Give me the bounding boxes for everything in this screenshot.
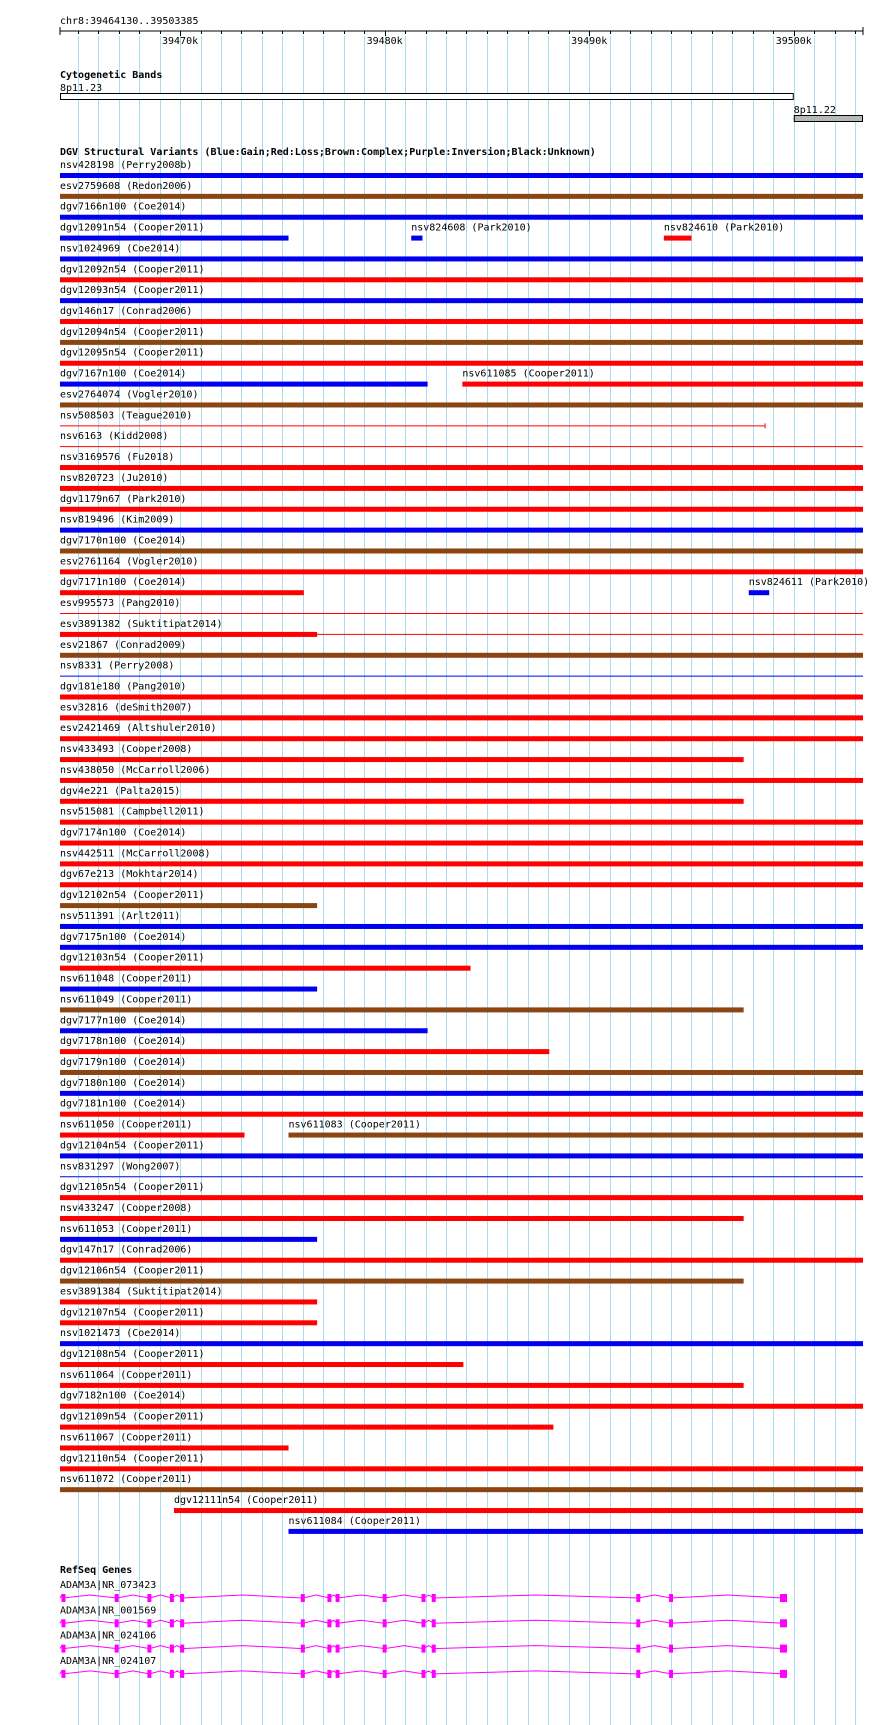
- variant-label: dgv12102n54 (Cooper2011): [60, 890, 205, 902]
- variant-bar-loss: [60, 319, 863, 324]
- variant-label: nsv1024969 (Coe2014): [60, 243, 181, 255]
- exon: [422, 1619, 426, 1627]
- variant-bar-complex: [60, 548, 863, 553]
- variant-label: nsv820723 (Ju2010): [60, 472, 169, 484]
- variant-label: dgv7178n100 (Coe2014): [60, 1036, 187, 1048]
- variant-bar-gain: [60, 1341, 863, 1346]
- variant-row: [60, 1453, 863, 1471]
- band-label: 8p11.22: [793, 105, 836, 116]
- exon: [669, 1645, 673, 1653]
- variant-row: [60, 306, 863, 324]
- variant-row: [60, 1245, 863, 1263]
- variant-bar-gain: [60, 528, 863, 533]
- variant-label: dgv12103n54 (Cooper2011): [60, 952, 205, 964]
- variant-label: nsv611050 (Cooper2011): [60, 1119, 193, 1131]
- exon: [115, 1645, 119, 1653]
- variant-label: dgv147n17 (Conrad2006): [60, 1244, 193, 1256]
- variant-row: [60, 974, 317, 992]
- exon: [327, 1594, 331, 1602]
- exon: [115, 1594, 119, 1602]
- dgv-track: [60, 146, 869, 1534]
- exon: [61, 1619, 65, 1627]
- variant-label: dgv12092n54 (Cooper2011): [60, 264, 205, 276]
- exon: [327, 1619, 331, 1627]
- bands-title: Cytogenetic Bands: [60, 70, 163, 81]
- variant-label: esv2761164 (Vogler2010): [60, 556, 199, 568]
- exon: [669, 1670, 673, 1678]
- variant-row: [60, 1266, 744, 1284]
- variant-bar-loss: [60, 632, 317, 637]
- variant-row: [60, 202, 863, 220]
- exon: [383, 1645, 387, 1653]
- variant-bar-loss: [60, 966, 471, 971]
- variant-bar-gain: [60, 1153, 863, 1158]
- variant-row: [60, 702, 863, 720]
- variant-row: [60, 1078, 863, 1096]
- variant-label: nsv611048 (Cooper2011): [60, 973, 193, 985]
- variant-label: dgv12095n54 (Cooper2011): [60, 347, 205, 359]
- variant-bar-loss: [60, 736, 863, 741]
- exon: [301, 1645, 305, 1653]
- variant-bar-complex: [60, 1487, 863, 1492]
- variant-label: nsv824610 (Park2010): [663, 222, 785, 234]
- variant-label: esv995573 (Pang2010): [60, 598, 181, 610]
- variant-label: nsv611083 (Cooper2011): [288, 1119, 421, 1131]
- exon: [383, 1594, 387, 1602]
- exon: [432, 1645, 436, 1653]
- variant-bar-loss: [60, 841, 863, 846]
- exon: [336, 1670, 340, 1678]
- variant-label: dgv7177n100 (Coe2014): [60, 1015, 187, 1027]
- variant-bar-loss: [60, 1133, 245, 1138]
- variant-bar-loss: [60, 1362, 463, 1367]
- ruler-tick-label: 39480k: [366, 36, 403, 47]
- variant-row: [60, 869, 863, 887]
- band-8p11.23: [61, 94, 794, 100]
- variant-bar-loss: [60, 1320, 317, 1325]
- exon: [147, 1645, 151, 1653]
- exon: [170, 1670, 174, 1678]
- exon: [61, 1670, 65, 1678]
- exon: [422, 1645, 426, 1653]
- variant-row: [60, 1391, 863, 1409]
- variant-label: dgv7174n100 (Coe2014): [60, 827, 187, 839]
- transcript-label: ADAM3A|NR_001569: [60, 1605, 157, 1617]
- variant-row: [60, 1036, 549, 1054]
- exon: [432, 1594, 436, 1602]
- variant-bar-loss: [60, 778, 863, 783]
- variant-label: dgv146n17 (Conrad2006): [60, 306, 193, 318]
- variant-label: nsv442511 (McCarroll2008): [60, 848, 211, 860]
- variant-row: [60, 953, 471, 971]
- variant-label: nsv611067 (Cooper2011): [60, 1432, 193, 1444]
- exon: [636, 1670, 640, 1678]
- variant-label: esv2421469 (Altshuler2010): [60, 723, 217, 735]
- variant-bar-gain: [288, 1529, 863, 1534]
- variant-label: nsv819496 (Kim2009): [60, 514, 175, 526]
- variant-row: [174, 1495, 863, 1513]
- variant-row: [60, 1412, 553, 1430]
- variant-row: [60, 807, 863, 825]
- variant-bar-gain: [60, 173, 863, 178]
- exon: [327, 1670, 331, 1678]
- variant-row: [60, 932, 863, 950]
- variant-row: [60, 1015, 428, 1033]
- variant-label: dgv181e180 (Pang2010): [60, 681, 187, 693]
- variant-bar-loss: [60, 486, 863, 491]
- variant-label: nsv433247 (Cooper2008): [60, 1203, 193, 1214]
- variant-bar-gain: [60, 256, 863, 261]
- variant-label: dgv12105n54 (Cooper2011): [60, 1182, 205, 1194]
- variant-bar-loss: [60, 861, 863, 866]
- variant-row: [60, 1120, 863, 1138]
- genes-title: RefSeq Genes: [60, 1565, 133, 1576]
- exon: [301, 1594, 305, 1602]
- variant-bar-loss: [60, 757, 744, 762]
- exon: [432, 1670, 436, 1678]
- variant-row: [60, 494, 863, 512]
- variant-label: esv2759608 (Redon2006): [60, 180, 193, 192]
- exon: [780, 1645, 787, 1653]
- variant-bar-loss: [60, 277, 863, 282]
- variant-bar-loss: [60, 361, 863, 366]
- exon: [180, 1645, 184, 1653]
- variant-row: [60, 223, 784, 241]
- exon: [780, 1594, 787, 1602]
- variant-bar-complex: [60, 1279, 744, 1284]
- variant-row: [60, 1057, 863, 1075]
- variant-row: [60, 1224, 317, 1242]
- variant-row: [60, 828, 863, 846]
- variant-label: esv2764074 (Vogler2010): [60, 389, 199, 401]
- variant-bar-gain: [60, 924, 863, 929]
- variant-row: [60, 640, 863, 658]
- variant-row: [60, 369, 863, 387]
- variant-label: dgv7170n100 (Coe2014): [60, 535, 187, 547]
- variant-label: nsv515081 (Campbell2011): [60, 806, 205, 818]
- variant-bar-loss: [60, 1112, 863, 1117]
- exon: [115, 1670, 119, 1678]
- variant-label: dgv12093n54 (Cooper2011): [60, 285, 205, 297]
- variant-row: [60, 264, 863, 282]
- variant-label: dgv7179n100 (Coe2014): [60, 1056, 187, 1068]
- variant-bar-loss: [60, 715, 863, 720]
- variant-bar-loss: [60, 1466, 863, 1471]
- variant-label: dgv7182n100 (Coe2014): [60, 1390, 187, 1402]
- variant-row: [60, 285, 863, 303]
- variant-row: [60, 723, 863, 741]
- band-8p11.22: [794, 116, 862, 122]
- variant-bar-loss: [60, 1299, 317, 1304]
- variant-bar-loss: [174, 1508, 863, 1513]
- transcript-label: ADAM3A|NR_073423: [60, 1580, 157, 1591]
- exon: [422, 1594, 426, 1602]
- transcript: [60, 1631, 787, 1653]
- variant-row: [60, 1182, 863, 1200]
- variant-row: [60, 890, 317, 908]
- variant-row: [60, 1432, 288, 1450]
- variant-label: nsv8331 (Perry2008): [60, 660, 175, 672]
- variant-row: [60, 535, 863, 553]
- variant-label: dgv7167n100 (Coe2014): [60, 368, 187, 380]
- exon: [636, 1594, 640, 1602]
- transcript-label: ADAM3A|NR_024107: [60, 1655, 157, 1667]
- variant-label: nsv824608 (Park2010): [411, 222, 532, 234]
- exon: [336, 1645, 340, 1653]
- variant-row: [60, 1286, 317, 1304]
- variant-label: nsv611085 (Cooper2011): [462, 368, 595, 380]
- variant-bar-gain: [60, 298, 863, 303]
- variant-label: nsv611064 (Cooper2011): [60, 1369, 193, 1381]
- variant-row: [60, 556, 863, 574]
- variant-bar-loss: [60, 1404, 863, 1409]
- transcript: [60, 1605, 787, 1627]
- variant-row: [60, 1349, 463, 1367]
- variant-label: nsv1021473 (Coe2014): [60, 1328, 181, 1340]
- variant-bar-gain: [60, 1237, 317, 1242]
- exon: [383, 1670, 387, 1678]
- variant-bar-loss: [60, 1195, 863, 1200]
- exon: [147, 1594, 151, 1602]
- variant-label: dgv4e221 (Palta2015): [60, 785, 181, 797]
- variant-row: [60, 1140, 863, 1158]
- variant-bar-gain: [60, 987, 317, 992]
- variant-bar-loss: [60, 799, 744, 804]
- variant-row: [60, 1307, 317, 1325]
- exon: [170, 1594, 174, 1602]
- variant-row: [60, 682, 863, 700]
- variant-bar-loss: [60, 569, 863, 574]
- variant-bar-gain: [749, 590, 769, 595]
- variant-label: esv21867 (Conrad2009): [60, 639, 187, 651]
- exon: [180, 1670, 184, 1678]
- gene-transcripts: [60, 1580, 787, 1678]
- band-label: 8p11.23: [60, 83, 103, 94]
- ruler-tick-label: 39470k: [162, 36, 199, 47]
- variant-label: nsv3169576 (Fu2018): [60, 452, 175, 464]
- variant-label: dgv7180n100 (Coe2014): [60, 1077, 187, 1089]
- exon: [170, 1619, 174, 1627]
- variant-bar-loss: [60, 1216, 744, 1221]
- variant-label: nsv508503 (Teague2010): [60, 410, 193, 422]
- transcript: [60, 1656, 787, 1678]
- variant-bar-complex: [60, 1070, 863, 1075]
- variant-bar-gain: [60, 236, 288, 241]
- variant-label: nsv511391 (Arlt2011): [60, 910, 181, 922]
- exon: [327, 1645, 331, 1653]
- variant-bar-gain: [411, 236, 422, 241]
- variant-row: [60, 765, 863, 783]
- exon: [61, 1594, 65, 1602]
- variant-bar-loss: [664, 236, 692, 241]
- refseq-track: [60, 1565, 787, 1678]
- variant-row: [60, 744, 744, 762]
- exon: [61, 1645, 65, 1653]
- variant-label: nsv824611 (Park2010): [748, 577, 870, 589]
- exon: [336, 1619, 340, 1627]
- variant-row: [60, 348, 863, 366]
- exon: [180, 1619, 184, 1627]
- exon: [383, 1619, 387, 1627]
- variant-bar-loss: [60, 1383, 744, 1388]
- variant-label: dgv12107n54 (Cooper2011): [60, 1307, 205, 1319]
- variant-bar-loss: [60, 1425, 553, 1430]
- variant-label: dgv7166n100 (Coe2014): [60, 201, 187, 213]
- variant-label: dgv12108n54 (Cooper2011): [60, 1349, 205, 1361]
- variant-bar-loss: [60, 1049, 549, 1054]
- variant-label: dgv7175n100 (Coe2014): [60, 931, 187, 943]
- variant-label: dgv12106n54 (Cooper2011): [60, 1265, 205, 1277]
- ruler-location: chr8:39464130..39503385: [60, 16, 199, 27]
- variant-label: dgv7171n100 (Coe2014): [60, 577, 187, 589]
- variant-bar-gain: [60, 1091, 863, 1096]
- variant-row: [60, 389, 863, 407]
- variant-row: [288, 1516, 863, 1534]
- variant-label: nsv611084 (Cooper2011): [288, 1515, 421, 1527]
- variant-bar-loss: [60, 820, 863, 825]
- variant-bar-complex: [60, 402, 863, 407]
- variant-label: nsv831297 (Wong2007): [60, 1161, 181, 1173]
- variant-bar-loss: [60, 882, 863, 887]
- ruler-track: [60, 16, 863, 47]
- exon: [115, 1619, 119, 1627]
- variant-label: dgv12111n54 (Cooper2011): [173, 1495, 319, 1507]
- variant-bar-complex: [60, 194, 863, 199]
- variant-bar-gain: [60, 382, 428, 387]
- variant-row: [60, 848, 863, 866]
- ruler-tick-label: 39490k: [571, 36, 608, 47]
- variant-bar-complex: [60, 903, 317, 908]
- variant-label: esv3891384 (Suktitipat2014): [60, 1286, 223, 1298]
- exon: [301, 1619, 305, 1627]
- variant-label: dgv12091n54 (Cooper2011): [60, 222, 205, 234]
- exon: [636, 1619, 640, 1627]
- exon: [669, 1619, 673, 1627]
- exon: [432, 1619, 436, 1627]
- variant-bar-loss: [60, 465, 863, 470]
- variant-row: [60, 1370, 744, 1388]
- exon: [170, 1645, 174, 1653]
- variant-label: nsv611049 (Cooper2011): [60, 994, 193, 1006]
- variant-bar-gain: [60, 215, 863, 220]
- variant-bar-gain: [60, 1028, 428, 1033]
- variant-label: esv32816 (deSmith2007): [60, 702, 193, 714]
- variant-label: esv3891382 (Suktitipat2014): [60, 618, 223, 630]
- variant-label: nsv611072 (Cooper2011): [60, 1474, 193, 1486]
- variant-row: [60, 1474, 863, 1492]
- variant-label: nsv433493 (Cooper2008): [60, 744, 193, 756]
- variant-bar-gain: [60, 945, 863, 950]
- variant-bar-complex: [60, 653, 863, 658]
- variant-label: nsv611053 (Cooper2011): [60, 1223, 193, 1235]
- variant-label: dgv12104n54 (Cooper2011): [60, 1140, 205, 1152]
- exon: [301, 1670, 305, 1678]
- dgv-rows: [60, 160, 869, 1534]
- ruler-tick-label: 39500k: [775, 36, 812, 47]
- variant-label: dgv12110n54 (Cooper2011): [60, 1453, 205, 1465]
- exon: [636, 1645, 640, 1653]
- variant-bar-loss: [60, 507, 863, 512]
- variant-bar-complex: [60, 340, 863, 345]
- transcript-label: ADAM3A|NR_024106: [60, 1630, 157, 1642]
- variant-label: nsv428198 (Perry2008b): [60, 160, 193, 171]
- variant-label: nsv438050 (McCarroll2006): [60, 764, 211, 776]
- variant-row: [60, 160, 863, 178]
- variant-row: [60, 410, 765, 428]
- variant-row: [60, 1099, 863, 1117]
- variant-row: [60, 994, 744, 1012]
- variant-label: dgv12094n54 (Cooper2011): [60, 326, 205, 338]
- variant-bar-loss: [60, 590, 304, 595]
- variant-label: dgv12109n54 (Cooper2011): [60, 1411, 205, 1423]
- variant-bar-loss: [60, 1445, 288, 1450]
- dgv-title: DGV Structural Variants (Blue:Gain;Red:Loss;Brown:Complex;Purple:Inversion;Black:Unknown): [60, 147, 596, 158]
- variant-bar-loss: [60, 695, 863, 700]
- exon: [422, 1670, 426, 1678]
- variant-label: dgv1179n67 (Park2010): [60, 493, 187, 505]
- variant-label: nsv6163 (Kidd2008): [60, 431, 169, 443]
- exon: [147, 1619, 151, 1627]
- exon: [180, 1594, 184, 1602]
- variant-row: [60, 786, 744, 804]
- variant-row: [60, 619, 863, 637]
- variant-row: [60, 1203, 744, 1221]
- exon: [780, 1670, 787, 1678]
- exon: [336, 1594, 340, 1602]
- variant-row: [60, 577, 869, 595]
- variant-row: [60, 181, 863, 199]
- variant-label: dgv7181n100 (Coe2014): [60, 1098, 187, 1110]
- variant-row: [60, 327, 863, 345]
- variant-label: dgv67e213 (Mokhtar2014): [60, 869, 199, 881]
- exon: [147, 1670, 151, 1678]
- exon: [669, 1594, 673, 1602]
- variant-bar-loss: [60, 1258, 863, 1263]
- variant-bar-complex: [288, 1133, 863, 1138]
- exon: [780, 1619, 787, 1627]
- variant-bar-complex: [60, 1007, 744, 1012]
- transcript: [60, 1580, 787, 1602]
- variant-bar-loss: [462, 382, 863, 387]
